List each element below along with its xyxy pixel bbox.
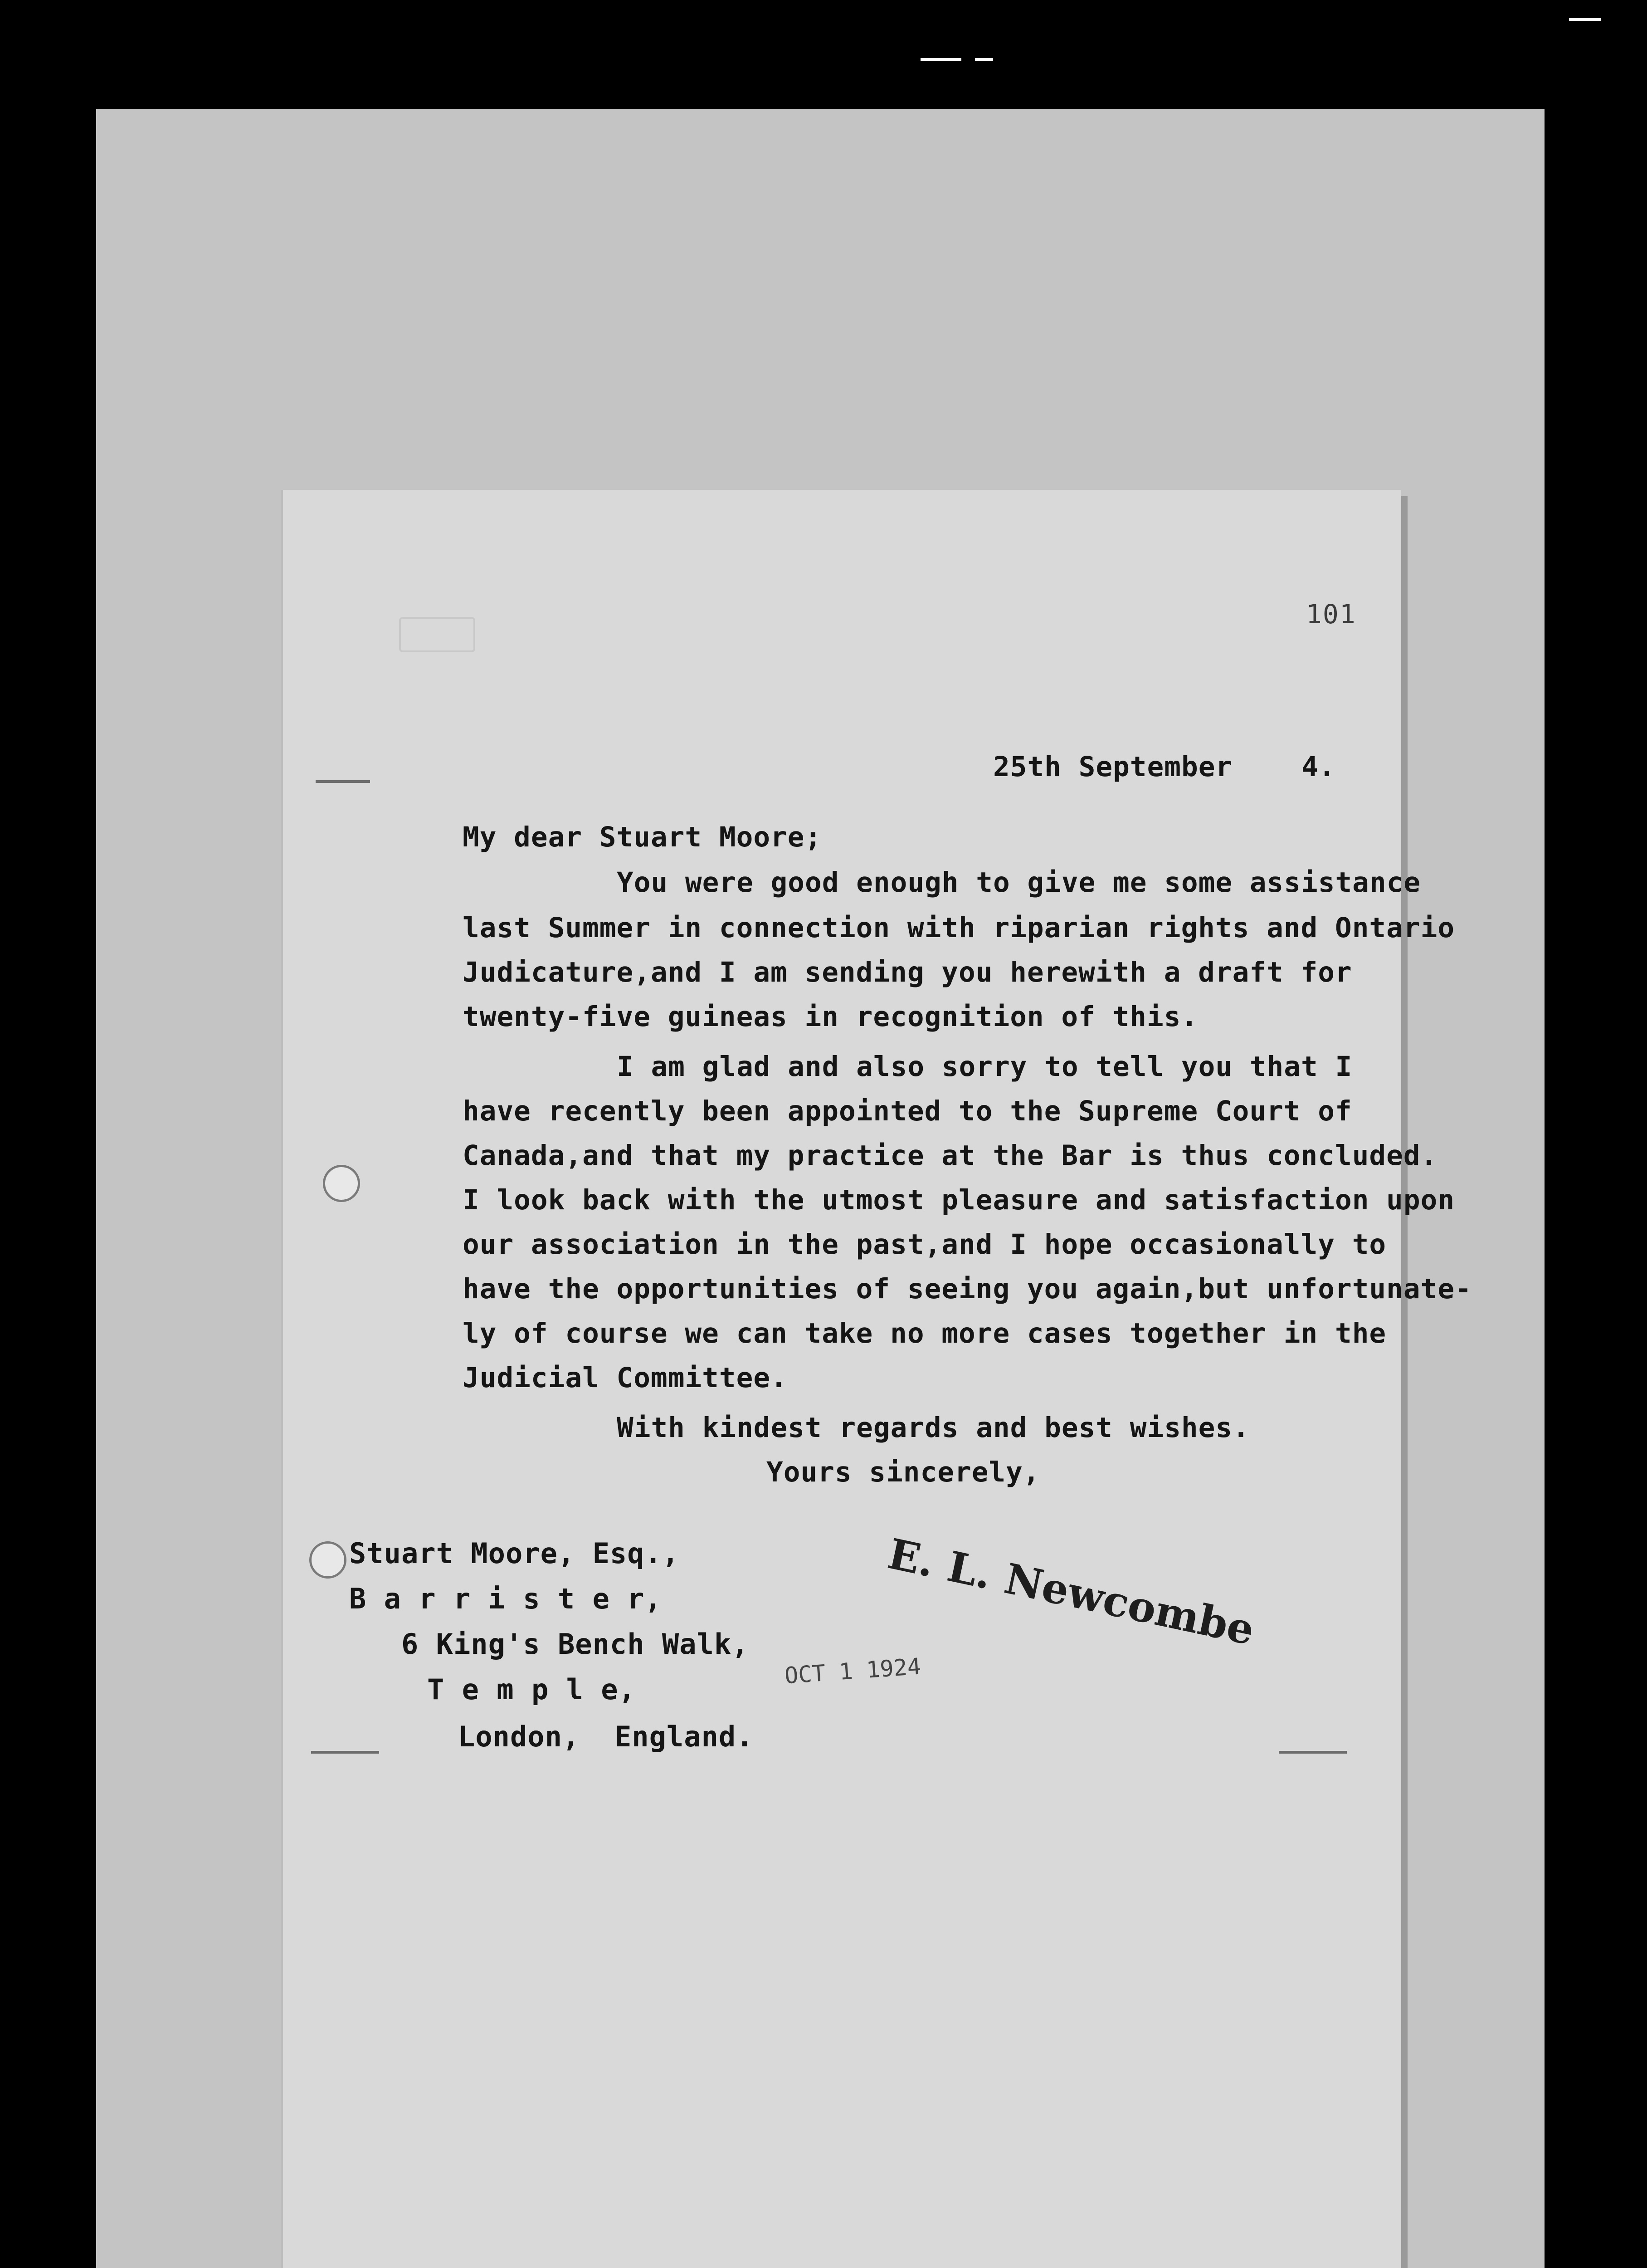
body-line: I am glad and also sorry to tell you that I: [617, 1051, 1353, 1083]
punch-hole: [323, 1165, 360, 1202]
letter-date-digit: 4.: [1301, 751, 1336, 783]
body-line: Judicature,and I am sending you herewith a draft for: [463, 956, 1352, 988]
body-line: ly of course we can take no more cases together in the: [463, 1317, 1387, 1349]
faint-stamp: [399, 617, 475, 652]
body-line: With kindest regards and best wishes.: [617, 1412, 1250, 1444]
body-line: have the opportunities of seeing you again,but unfortunate-: [463, 1273, 1472, 1305]
salutation: My dear Stuart Moore;: [463, 821, 822, 853]
signature-stamp: E. L. Newcombe: [883, 1529, 1259, 1655]
film-edge-mark: [921, 58, 961, 61]
margin-mark: [316, 780, 370, 783]
film-edge-mark: [975, 58, 993, 61]
punch-hole: [309, 1541, 346, 1579]
body-line: Canada,and that my practice at the Bar is thus concluded.: [463, 1139, 1438, 1172]
page-number: 101: [1306, 599, 1356, 630]
address-line: 6 King's Bench Walk,: [401, 1628, 749, 1661]
address-line: B a r r i s t e r,: [349, 1582, 662, 1615]
body-line: You were good enough to give me some assistance: [617, 866, 1421, 899]
date-stamp: OCT 1 1924: [784, 1653, 922, 1689]
film-edge-mark: [1569, 18, 1601, 21]
letter-date: 25th September: [993, 751, 1233, 783]
body-line: twenty-five guineas in recognition of this.: [463, 1001, 1199, 1033]
address-line: T e m p l e,: [427, 1673, 636, 1706]
body-line: I look back with the utmost pleasure and satisfaction upon: [463, 1184, 1455, 1216]
margin-mark: [1279, 1751, 1347, 1754]
body-line: have recently been appointed to the Supreme Court of: [463, 1095, 1352, 1127]
closing: Yours sincerely,: [766, 1456, 1040, 1488]
body-line: our association in the past,and I hope occasionally to: [463, 1228, 1387, 1261]
letter-page: [283, 490, 1401, 2268]
body-line: Judicial Committee.: [463, 1362, 788, 1394]
address-line: London, England.: [458, 1720, 754, 1753]
margin-mark: [311, 1751, 379, 1754]
address-line: Stuart Moore, Esq.,: [349, 1537, 680, 1570]
body-line: last Summer in connection with riparian rights and Ontario: [463, 912, 1455, 944]
